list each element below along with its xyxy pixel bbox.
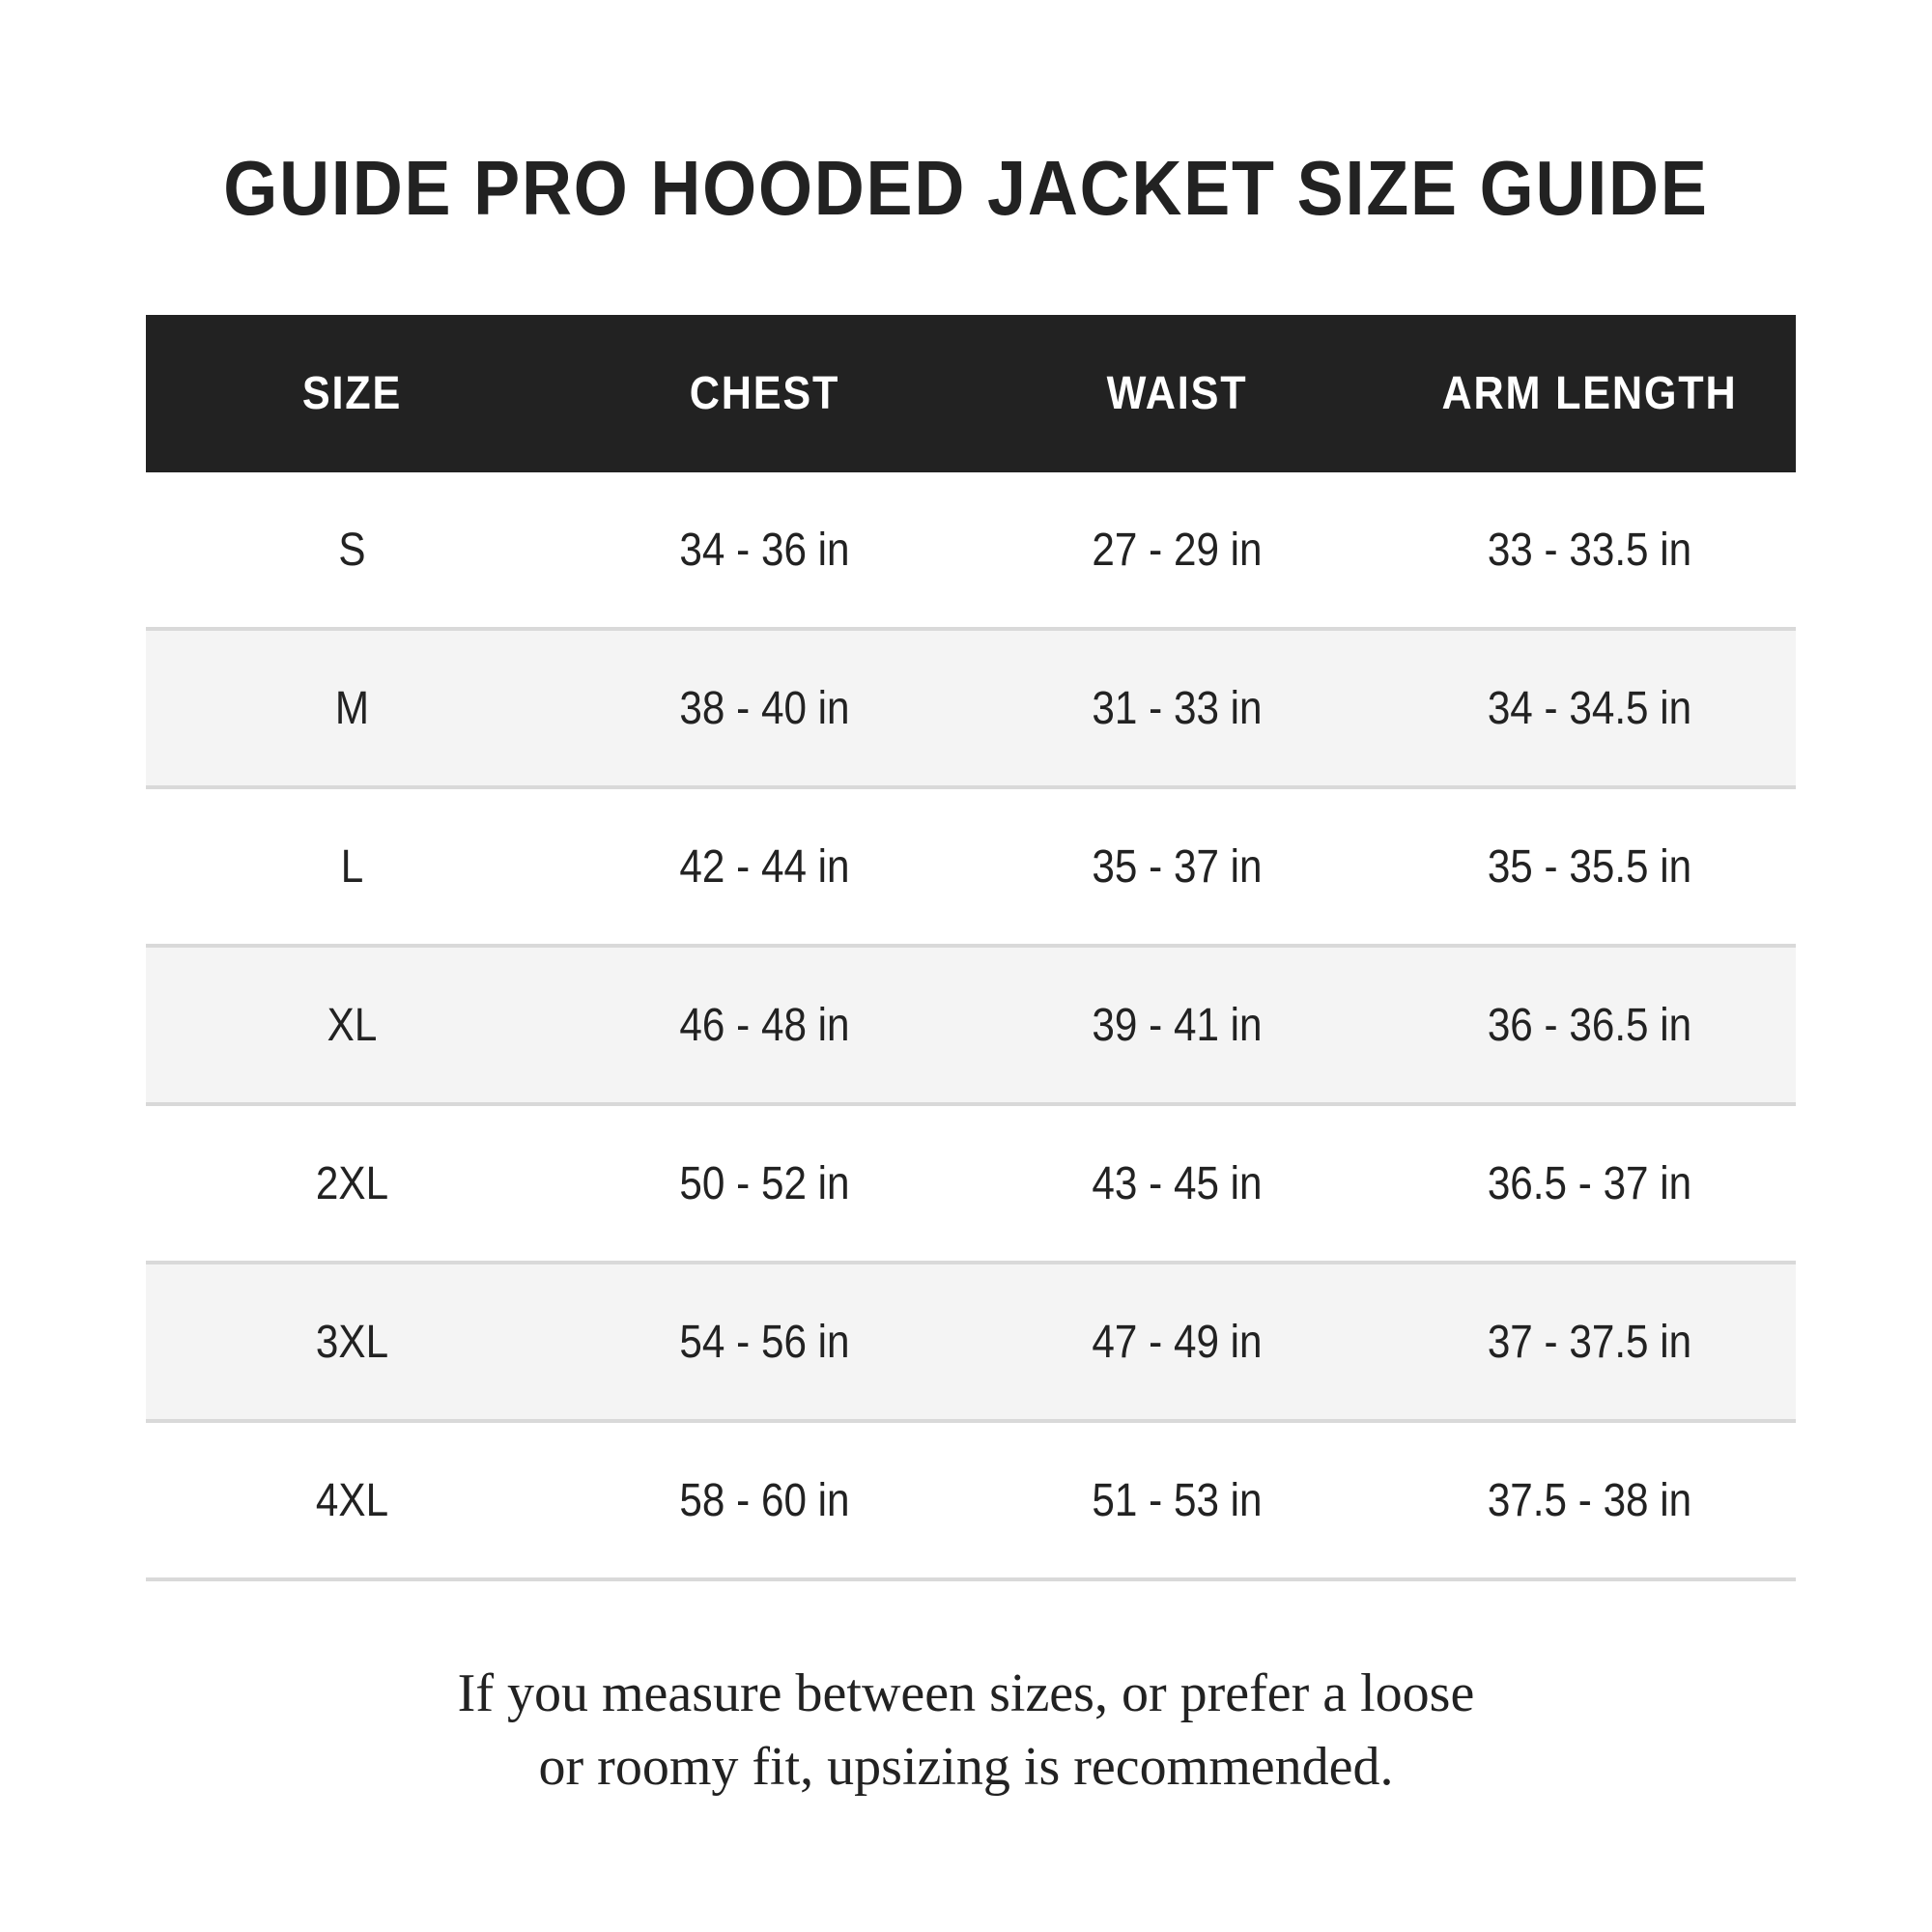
- cell-waist: 39 - 41 in: [1092, 999, 1263, 1051]
- cell-arm-length: 34 - 34.5 in: [1487, 682, 1692, 734]
- cell-waist: 47 - 49 in: [1092, 1316, 1263, 1368]
- cell-waist: 27 - 29 in: [1092, 524, 1263, 576]
- cell-size: 3XL: [315, 1316, 389, 1368]
- table-row: [146, 472, 1796, 631]
- cell-chest: 38 - 40 in: [679, 682, 850, 734]
- fit-note-line-2: or roomy fit, upsizing is recommended.: [538, 1737, 1394, 1797]
- cell-size: S: [338, 524, 366, 576]
- cell-chest: 34 - 36 in: [679, 524, 850, 576]
- cell-arm-length: 36.5 - 37 in: [1487, 1157, 1692, 1209]
- cell-arm-length: 35 - 35.5 in: [1487, 840, 1692, 893]
- cell-arm-length: 33 - 33.5 in: [1487, 524, 1692, 576]
- table-row: [146, 1264, 1796, 1423]
- table-row: [146, 631, 1796, 789]
- cell-size: M: [334, 682, 370, 734]
- cell-chest: 50 - 52 in: [679, 1157, 850, 1209]
- cell-chest: 42 - 44 in: [679, 840, 850, 893]
- header-chest: CHEST: [689, 368, 840, 419]
- cell-size: L: [340, 840, 364, 893]
- page-title: GUIDE PRO HOODED JACKET SIZE GUIDE: [223, 145, 1709, 231]
- header-waist: WAIST: [1106, 368, 1248, 419]
- fit-note: [0, 1657, 1932, 1804]
- cell-waist: 35 - 37 in: [1092, 840, 1263, 893]
- cell-chest: 54 - 56 in: [679, 1316, 850, 1368]
- cell-chest: 46 - 48 in: [679, 999, 850, 1051]
- cell-waist: 31 - 33 in: [1092, 682, 1263, 734]
- table-row: [146, 1423, 1796, 1581]
- cell-size: 4XL: [315, 1474, 389, 1526]
- size-table: [146, 315, 1796, 1581]
- fit-note-line-1: If you measure between sizes, or prefer a loose: [457, 1663, 1475, 1723]
- cell-waist: 43 - 45 in: [1092, 1157, 1263, 1209]
- cell-arm-length: 37.5 - 38 in: [1487, 1474, 1692, 1526]
- cell-arm-length: 37 - 37.5 in: [1487, 1316, 1692, 1368]
- table-row: [146, 789, 1796, 948]
- table-row: [146, 1106, 1796, 1264]
- cell-waist: 51 - 53 in: [1092, 1474, 1263, 1526]
- cell-arm-length: 36 - 36.5 in: [1487, 999, 1692, 1051]
- header-size: SIZE: [301, 368, 403, 419]
- cell-size: 2XL: [315, 1157, 389, 1209]
- table-header: [146, 315, 1796, 472]
- cell-size: XL: [327, 999, 378, 1051]
- cell-chest: 58 - 60 in: [679, 1474, 850, 1526]
- table-row: [146, 948, 1796, 1106]
- header-arm-length: ARM LENGTH: [1441, 368, 1738, 419]
